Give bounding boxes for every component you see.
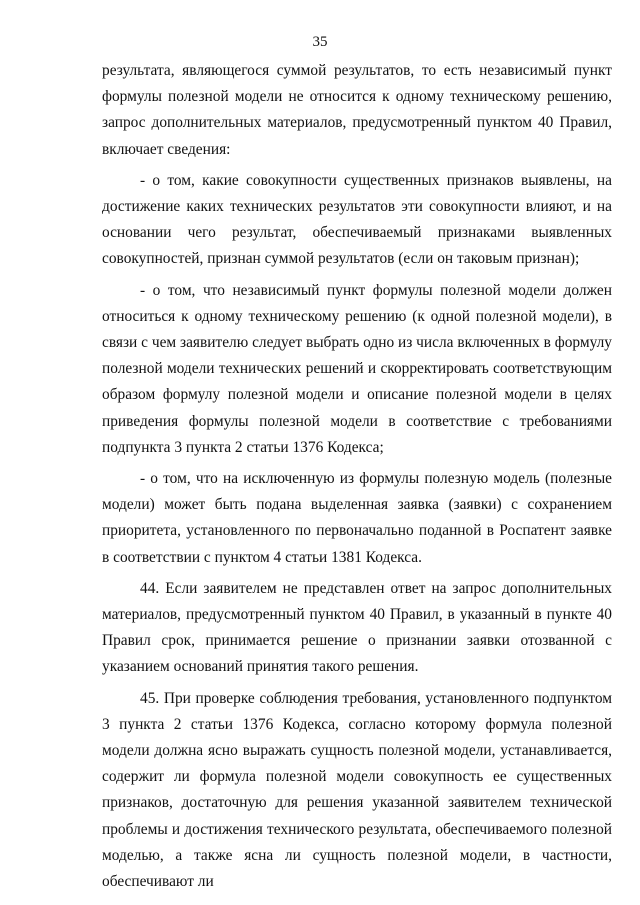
paragraph-item-divisional-application: - о том, что на исключенную из формулы полезную модель (полезные модели) может быть подана выделенная заявка (заявки) с сохранением приоритета, установленного по первоначально поданной в Роспатент заявке в соответствии с пунктом 4 статьи 1381 Кодекса. (102, 470, 612, 566)
paragraph-44: 44. Если заявителем не представлен ответ на запрос дополнительных материалов, предусмотренный пунктом 40 Правил, в указанный в пункте 40 Правил срок, принимается решение о признании заявки отозванной с указанием оснований принятия такого решения. (102, 579, 612, 676)
paragraph-item-features: - о том, какие совокупности существенных признаков выявлены, на достижение каких технических результатов эти совокупности влияют, и на основании чего результат, обеспечиваемый признаками выявленных совокупностей, признан суммой результатов (если он таковым признан); (102, 171, 612, 268)
paragraph-item-single-solution: - о том, что независимый пункт формулы полезной модели должен относиться к одному техническому решению (к одной полезной модели), в связи с чем заявителю следует выбрать одно из числа включенных в формулу полезной модели технических решений и скорректировать соответствующим образом формулу полезной модели и описание полезной модели в целях приведения формулы полезной модели в соответствие с требованиями подпункта 3 пункта 2 статьи 1376 Кодекса; (102, 281, 612, 456)
page-number: 35 (312, 34, 328, 50)
paragraph-continuation: результата, являющегося суммой результатов, то есть независимый пункт формулы полезной модели не относится к одному техническому решению, запрос дополнительных материалов, предусмотренный пунктом 40 Правил, включает сведения: (102, 62, 612, 158)
paragraph-45: 45. При проверке соблюдения требования, установленного подпунктом 3 пункта 2 статьи 1376 Кодекса, согласно которому формула полезной модели должна ясно выражать сущность полезной модели, устанавливается, содержит ли формула полезной модели совокупность ее существенных признаков, достаточную для решения указанной заявителем технической проблемы и достижения технического результата, обеспечиваемого полезной моделью, а также ясна ли сущность полезной модели, в частности, обеспечивают ли (102, 689, 612, 891)
page-body (102, 58, 612, 895)
